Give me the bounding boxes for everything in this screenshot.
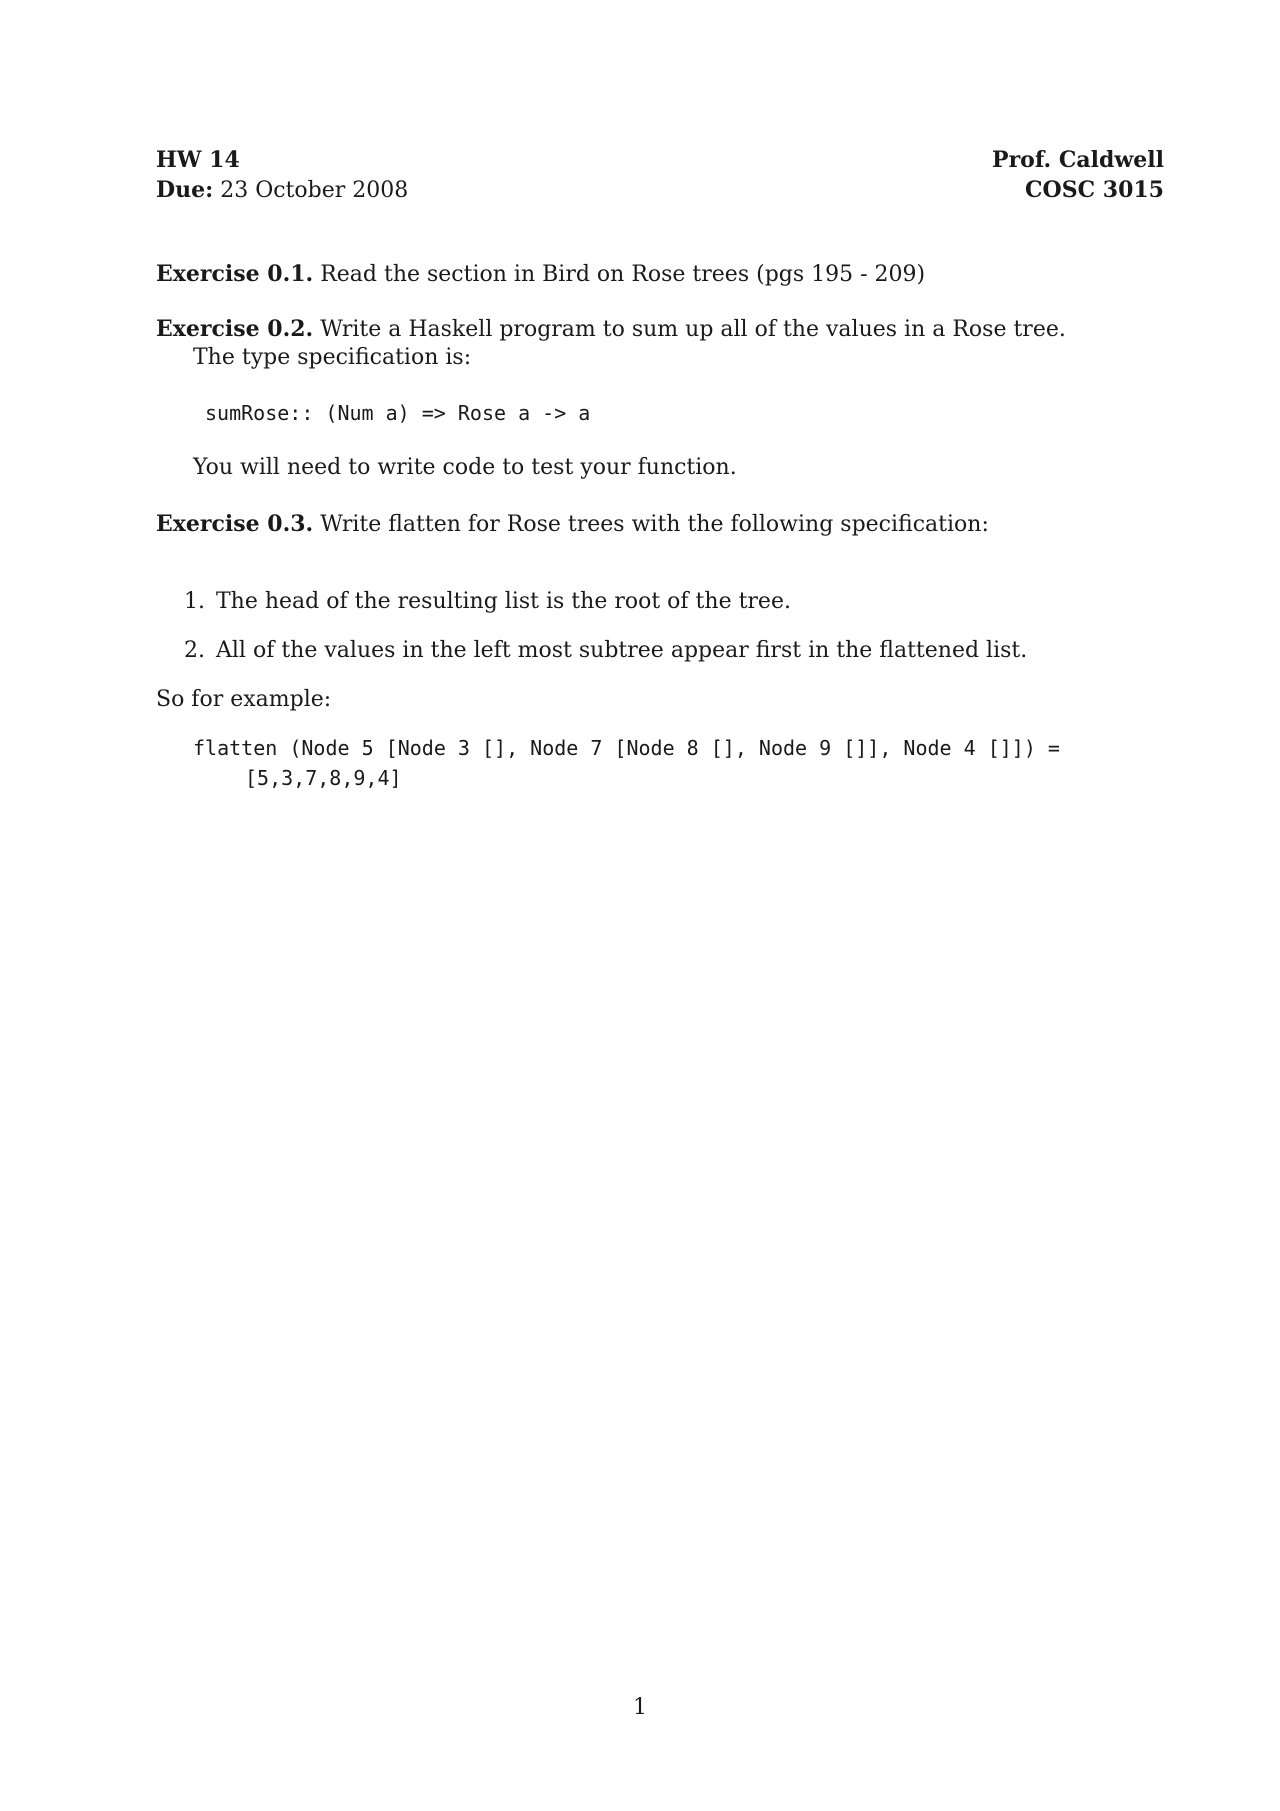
list-item	[184, 587, 791, 617]
exercise-0-3	[156, 509, 989, 540]
homework-number: HW 14	[156, 147, 240, 173]
exercise-label: Exercise 0.1.	[156, 261, 314, 287]
due-date: 23 October 2008	[220, 178, 409, 203]
exercise-text: Write a Haskell program to sum up all of the values in a Rose tree.	[320, 317, 1066, 342]
list-item	[184, 636, 1027, 666]
header-right	[992, 145, 1164, 205]
exercise-label: Exercise 0.3.	[156, 511, 314, 537]
header-left	[156, 145, 408, 206]
code-flatten-result: [5,3,7,8,9,4]	[245, 766, 402, 790]
exercise-text: Read the section in Bird on Rose trees (pgs 195 - 209)	[320, 262, 926, 287]
page-number: 1	[633, 1695, 647, 1720]
course-code: COSC 3015	[1025, 177, 1164, 203]
exercise-text: Write flatten for Rose trees with the following specification:	[320, 512, 989, 537]
professor-name: Prof. Caldwell	[992, 147, 1164, 173]
list-number: 2.	[184, 638, 205, 663]
list-number: 1.	[184, 589, 205, 614]
example-intro: So for example:	[156, 687, 332, 712]
list-text: The head of the resulting list is the root of the tree.	[216, 589, 791, 614]
exercise-0-2-type-spec-intro: The type specification is:	[193, 345, 472, 370]
code-flatten-example: flatten (Node 5 [Node 3 [], Node 7 [Node 8 [], Node 9 []], Node 4 []]) =	[193, 736, 1060, 760]
exercise-0-2-test-note: You will need to write code to test your function.	[193, 455, 737, 480]
due-label: Due:	[156, 177, 214, 203]
exercise-0-1	[156, 259, 925, 290]
due-line	[156, 175, 408, 206]
list-text: All of the values in the left most subtree appear first in the flattened list.	[216, 638, 1028, 663]
exercise-label: Exercise 0.2.	[156, 316, 314, 342]
code-sumrose-signature: sumRose:: (Num a) => Rose a -> a	[205, 401, 591, 425]
exercise-0-2	[156, 314, 1066, 345]
